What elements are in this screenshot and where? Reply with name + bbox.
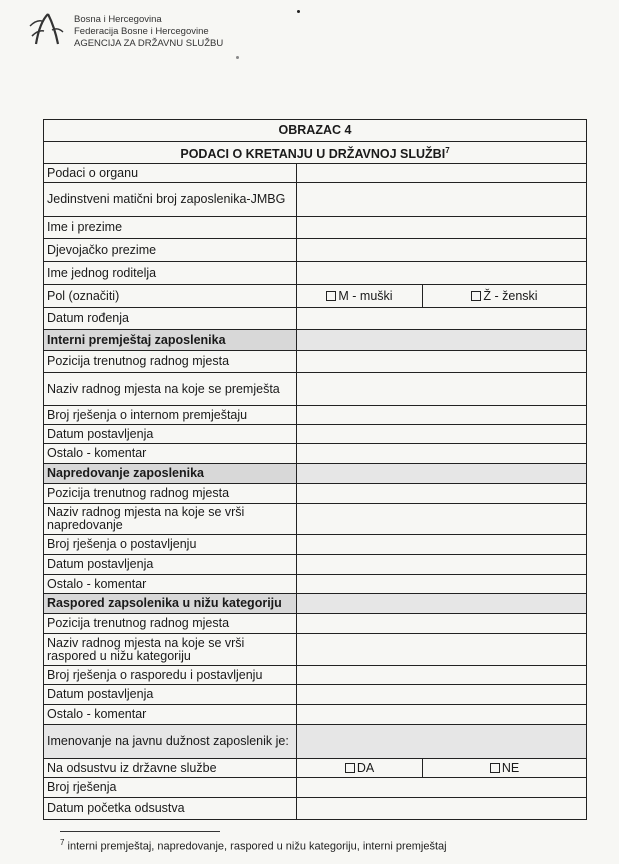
label-internal-decision-number: Broj rješenja o internom premještaju xyxy=(44,406,297,425)
field-organ[interactable] xyxy=(297,164,587,183)
field-leave-start-date[interactable] xyxy=(297,798,587,820)
label-lower-comment: Ostalo - komentar xyxy=(44,705,297,725)
leave-no-label: NE xyxy=(501,760,520,775)
scan-speck xyxy=(236,56,239,59)
label-internal-appointment-date: Datum postavljenja xyxy=(44,425,297,444)
label-promotion-decision-number: Broj rješenja o postavljenju xyxy=(44,535,297,555)
section-promotion: Napredovanje zaposlenika xyxy=(44,464,297,484)
section-lower-category: Raspored zapsolenika u nižu kategoriju xyxy=(44,594,297,614)
section-internal-transfer: Interni premještaj zaposlenika xyxy=(44,330,297,351)
org-line-2: Federacija Bosne i Hercegovine xyxy=(74,26,209,37)
field-jmbg[interactable] xyxy=(297,183,587,217)
field-lower-comment[interactable] xyxy=(297,705,587,725)
label-leave-start-date: Datum početka odsustva xyxy=(44,798,297,820)
footnote xyxy=(60,838,447,853)
field-lower-new-position[interactable] xyxy=(297,634,587,666)
field-name[interactable] xyxy=(297,217,587,239)
scan-speck xyxy=(297,10,300,13)
field-lower-appointment-date[interactable] xyxy=(297,685,587,705)
label-internal-comment: Ostalo - komentar xyxy=(44,444,297,464)
agency-header xyxy=(28,10,288,60)
label-name: Ime i prezime xyxy=(44,217,297,239)
label-maiden-name: Djevojačko prezime xyxy=(44,239,297,262)
field-internal-new-position[interactable] xyxy=(297,373,587,406)
field-internal-appointment-date[interactable] xyxy=(297,425,587,444)
form-number: OBRAZAC 4 xyxy=(44,120,587,142)
section-lower-category-fill xyxy=(297,594,587,614)
label-birth-date: Datum rođenja xyxy=(44,308,297,330)
field-lower-current-position[interactable] xyxy=(297,614,587,634)
sex-male-label: M - muški xyxy=(338,288,393,303)
label-promotion-comment: Ostalo - komentar xyxy=(44,575,297,594)
label-leave-decision-number: Broj rješenja xyxy=(44,778,297,798)
label-public-office: Imenovanje na javnu dužnost zaposlenik je: xyxy=(44,725,297,759)
footnote-divider xyxy=(60,831,220,832)
organization-name xyxy=(74,14,223,50)
field-internal-comment[interactable] xyxy=(297,444,587,464)
leave-no-checkbox-icon[interactable] xyxy=(490,763,500,773)
leave-yes-checkbox-icon[interactable] xyxy=(345,763,355,773)
label-parent-name: Ime jednog roditelja xyxy=(44,262,297,285)
label-leave: Na odsustvu iz državne službe xyxy=(44,759,297,778)
sex-male-option[interactable] xyxy=(297,285,423,308)
field-maiden-name[interactable] xyxy=(297,239,587,262)
label-internal-current-position: Pozicija trenutnog radnog mjesta xyxy=(44,351,297,373)
field-lower-decision-number[interactable] xyxy=(297,666,587,685)
label-promotion-current-position: Pozicija trenutnog radnog mjesta xyxy=(44,484,297,504)
section-internal-transfer-fill xyxy=(297,330,587,351)
field-internal-decision-number[interactable] xyxy=(297,406,587,425)
label-jmbg: Jedinstveni matični broj zaposlenika-JMBG xyxy=(44,183,297,217)
field-promotion-current-position[interactable] xyxy=(297,484,587,504)
leave-yes-option[interactable] xyxy=(297,759,423,778)
org-line-1: Bosna i Hercegovina xyxy=(74,14,162,25)
form-title-text: PODACI O KRETANJU U DRŽAVNOJ SLUŽBI xyxy=(180,147,446,162)
field-parent-name[interactable] xyxy=(297,262,587,285)
sex-female-option[interactable] xyxy=(423,285,587,308)
label-internal-new-position: Naziv radnog mjesta na koje se premješta xyxy=(44,373,297,406)
label-lower-decision-number: Broj rješenja o rasporedu i postavljenju xyxy=(44,666,297,685)
footnote-mark: 7 xyxy=(60,838,65,847)
label-lower-current-position: Pozicija trenutnog radnog mjesta xyxy=(44,614,297,634)
footnote-text: interni premještaj, napredovanje, raspored u nižu kategoriju, interni premještaj xyxy=(67,840,447,853)
label-promotion-appointment-date: Datum postavljenja xyxy=(44,555,297,575)
sex-female-label: Ž - ženski xyxy=(483,288,538,303)
org-line-3: AGENCIJA ZA DRŽAVNU SLUŽBU xyxy=(74,38,224,49)
field-internal-current-position[interactable] xyxy=(297,351,587,373)
male-checkbox-icon[interactable] xyxy=(326,291,336,301)
label-lower-new-position: Naziv radnog mjesta na koje se vrši raspored u nižu kategoriju xyxy=(44,634,297,666)
female-checkbox-icon[interactable] xyxy=(471,291,481,301)
field-birth-date[interactable] xyxy=(297,308,587,330)
agency-logo-icon xyxy=(28,10,66,50)
movement-form-table xyxy=(43,119,587,820)
form-title-footnote-mark: 7 xyxy=(445,145,450,155)
label-lower-appointment-date: Datum postavljenja xyxy=(44,685,297,705)
field-promotion-comment[interactable] xyxy=(297,575,587,594)
section-promotion-fill xyxy=(297,464,587,484)
field-promotion-decision-number[interactable] xyxy=(297,535,587,555)
label-sex: Pol (označiti) xyxy=(44,285,297,308)
leave-yes-label: DA xyxy=(356,760,375,775)
label-organ: Podaci o organu xyxy=(44,164,297,183)
field-leave-decision-number[interactable] xyxy=(297,778,587,798)
leave-no-option[interactable] xyxy=(423,759,587,778)
field-public-office[interactable] xyxy=(297,725,587,759)
field-promotion-new-position[interactable] xyxy=(297,504,587,535)
form-title xyxy=(44,142,587,164)
field-promotion-appointment-date[interactable] xyxy=(297,555,587,575)
label-promotion-new-position: Naziv radnog mjesta na koje se vrši napredovanje xyxy=(44,504,297,535)
